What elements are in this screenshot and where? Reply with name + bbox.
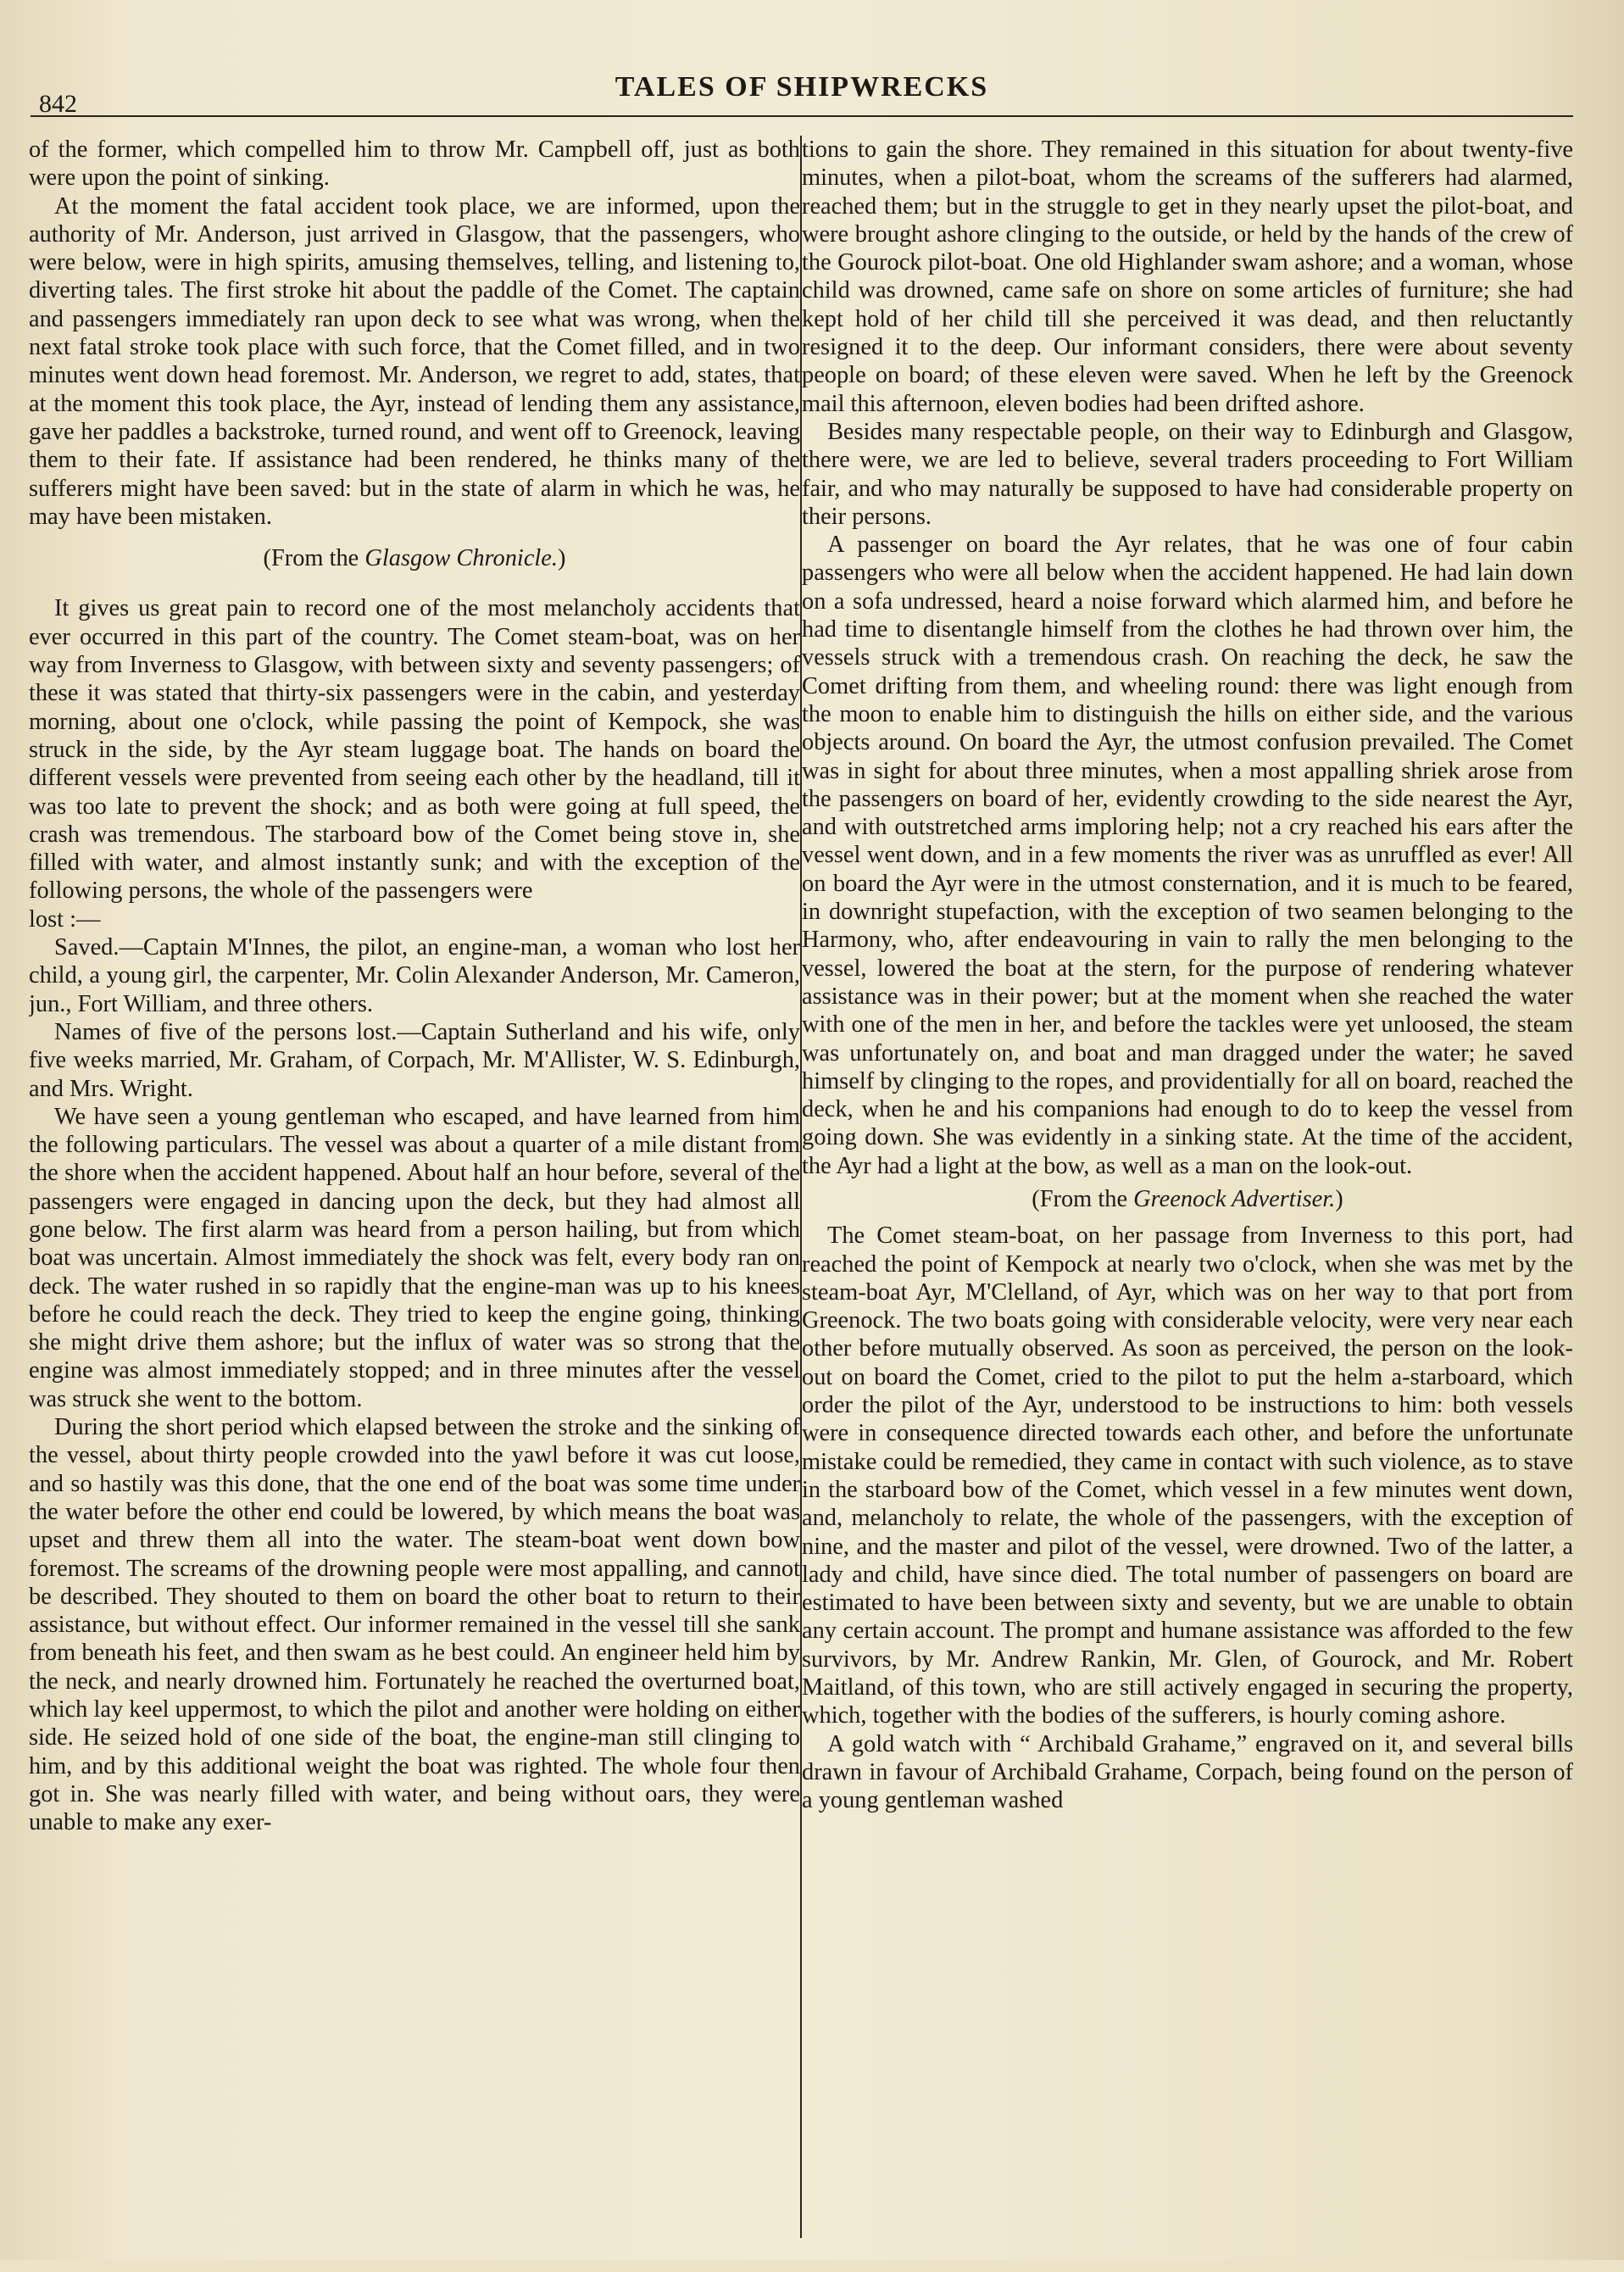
source-attribution xyxy=(802,1185,1573,1213)
paragraph: of the former, which compelled him to throw Mr. Campbell off, just as both were upon the point of sinking. xyxy=(29,136,800,192)
running-head: TALES OF SHIPWRECKS xyxy=(615,71,989,103)
publication-name: Greenock Advertiser. xyxy=(1133,1185,1336,1212)
paragraph: A passenger on board the Ayr relates, that he was one of four cabin passengers who were all below when the accident happened. He had lain down on a sofa undressed, heard a noise forward which alarmed him, and before he had time to disentangle himself from the clothes he had thrown over him, the vessels struck with a tremendous crash. On reaching the deck, he saw the Comet drifting from them, and wheeling round: there was light enough from the moon to enable him to distinguish the hills on either side, and the various objects around. On board the Ayr, the utmost confusion prevailed. The Comet was in sight for about three minutes, when a most appalling shriek arose from the passengers on board of her, evidently crowding to the side nearest the Ayr, and with outstretched arms imploring help; not a cry reached his ears after the vessel went down, and in a few moments the river was as unruffled as ever! All on board the Ayr were in the utmost consternation, and it is much to be feared, in downright stupefaction, with the exception of two seamen belonging to the Harmony, who, after endeavouring in vain to rally the men belonging to the vessel, lowered the boat at the stern, for the purpose of rendering whatever assistance was in their power; but at the moment when she reached the water with one of the men in her, and before the tackles were yet unloosed, the steam was unfortunately on, and boat and man dragged under the water; he saved himself by clinging to the ropes, and providentially for all on board, reached the deck, when he and his companions had enough to do to keep the vessel from going down. She was evidently in a sinking state. At the time of the accident, the Ayr had a light at the bow, as well as a man on the look-out. xyxy=(802,532,1573,1179)
source-suffix: ) xyxy=(558,545,566,572)
source-prefix: (From the xyxy=(263,545,365,572)
page-header xyxy=(31,68,1573,117)
publication-name: Glasgow Chronicle. xyxy=(364,545,559,572)
paragraph: It gives us great pain to record one of the most melancholy accidents that ever occurred in this part of the country. The Comet steam-boat, was on her way from Inverness to Glasgow, with between sixty and seventy passengers; of these it was stated that thirty-six passengers were in the cabin, and yesterday morning, about one o'clock, while passing the point of Kempock, she was struck in the side, by the Ayr steam luggage boat. The hands on board the different vessels were prevented from seeing each other by the headland, till it was too late to prevent the shock; and as both were going at full speed, the crash was tremendous. The starboard bow of the Comet being stove in, she filled with water, and almost instantly sunk; and with the exception of the following persons, the whole of the passengers were xyxy=(29,595,800,905)
paragraph: Names of five of the persons lost.—Captain Sutherland and his wife, only five weeks married, Mr. Graham, of Corpach, Mr. M'Allister, W. S. Edinburgh, and Mrs. Wright. xyxy=(29,1018,800,1102)
source-prefix: (From the xyxy=(1032,1185,1134,1212)
paragraph: tions to gain the shore. They remained in this situation for about twenty-five minutes, when a pilot-boat, whom the screams of the sufferers had alarmed, reached them; but in the struggle to get in they nearly upset the pilot-boat, and were brought ashore clinging to the outside, or held by the hands of the crew of the Gourock pilot-boat. One old Highlander swam ashore; and a woman, whose child was drowned, came safe on shore on some articles of furniture; she had kept hold of her child till she perceived it was dead, and then reluctantly resigned it to the deep. Our informant considers, there were about seventy people on board; of these eleven were saved. When he left by the Greenock mail this afternoon, eleven bodies had been drifted ashore. xyxy=(802,136,1573,417)
text-columns xyxy=(25,136,1573,2272)
source-attribution xyxy=(29,544,800,572)
paragraph-end: lost :— xyxy=(29,905,101,933)
paragraph: A gold watch with “ Archibald Grahame,” engraved on it, and several bills drawn in favour of Archibald Grahame, Corpach, being found on the person of a young gentleman washed xyxy=(802,1730,1573,1814)
source-suffix: ) xyxy=(1335,1185,1343,1212)
paragraph: Saved.—Captain M'Innes, the pilot, an engine-man, a woman who lost her child, a young girl, the carpenter, Mr. Colin Alexander Anderson, Mr. Cameron, jun., Fort William, and three others. xyxy=(29,934,800,1017)
paragraph: At the moment the fatal accident took place, we are informed, upon the authority of Mr. Anderson, just arrived in Glasgow, that the passengers, who were below, were in high spirits, amusing themselves, telling, and listening to, diverting tales. The first stroke hit about the paddle of the Comet. The captain and passengers immediately ran upon deck to see what was wrong, when the next fatal stroke took place with such force, that the Comet filled, and in two minutes went down head foremost. Mr. Anderson, we regret to add, states, that at the moment this took place, the Ayr, instead of lending them any assistance, gave her paddles a backstroke, turned round, and went off to Greenock, leaving them to their fate. If assistance had been rendered, he thinks many of the sufferers might have been saved: but in the state of alarm in which he was, he may have been mistaken. xyxy=(29,192,800,530)
page-number: 842 xyxy=(39,90,77,118)
paragraph: The Comet steam-boat, on her passage from Inverness to this port, had reached the point of Kempock at nearly two o'clock, when she was met by the steam-boat Ayr, M'Clelland, of Ayr, which was on her way to that port from Greenock. The two boats going with considerable velocity, were very near each other before mutually observed. As soon as perceived, the person on the look-out on board the Comet, cried to the pilot to put the helm a-starboard, which order the pilot of the Ayr, understood to be instructions to him: both vessels were in consequence directed towards each other, and before the unfortunate mistake could be remedied, they came in contact with such violence, as to stave in the starboard bow of the Comet, which vessel in a few minutes went down, and, melancholy to relate, the whole of the passengers, with the exception of nine, and the master and pilot of the vessel, were drowned. Two of the latter, a lady and child, have since died. The total number of passengers on board are estimated to have been between sixty and seventy, but we are unable to obtain any certain account. The prompt and humane assistance was afforded to the few survivors, by Mr. Andrew Rankin, Mr. Glen, of Gourock, and Mr. Robert Maitland, of this town, who are still actively engaged in securing the property, which, together with the bodies of the sufferers, is hourly coming ashore. xyxy=(802,1222,1573,1729)
left-column xyxy=(29,136,800,2272)
right-column xyxy=(802,136,1573,2272)
paragraph: We have seen a young gentleman who escaped, and have learned from him the following particulars. The vessel was about a quarter of a mile distant from the shore when the accident happened. About half an hour before, several of the passengers were engaged in dancing upon the deck, but they had almost all gone below. The first alarm was heard from a person hailing, but from which boat was uncertain. Almost immediately the shock was felt, every body ran on deck. The water rushed in so rapidly that the engine-man was up to his knees before he could reach the deck. They tried to keep the engine going, thinking she might drive them ashore; but the influx of water was so strong that the engine was almost immediately stopped; and in three minutes after the vessel was struck she went to the bottom. xyxy=(29,1103,800,1412)
paragraph: Besides many respectable people, on their way to Edinburgh and Glasgow, there were, we are led to believe, several traders proceeding to Fort William fair, and who may naturally be supposed to have had considerable property on their persons. xyxy=(802,418,1573,530)
paragraph: During the short period which elapsed between the stroke and the sinking of the vessel, about thirty people crowded into the yawl before it was cut loose, and so hastily was this done, that the one end of the boat was some time under the water before the other end could be lowered, by which means the boat was upset and threw them all into the water. The steam-boat went down bow foremost. The screams of the drowning people were most appalling, and cannot be described. They shouted to them on board the other boat to return to their assistance, but without effect. Our informer remained in the vessel till she sank from beneath his feet, and then swam as he best could. An engineer held him by the neck, and nearly drowned him. Fortunately he reached the overturned boat, which lay keel uppermost, to which the pilot and another were holding on either side. He seized hold of one side of the boat, the engine-man still clinging to him, and by this additional weight the boat was righted. The whole four then got in. She was nearly filled with water, and being without oars, they were unable to make any exer- xyxy=(29,1414,800,1836)
